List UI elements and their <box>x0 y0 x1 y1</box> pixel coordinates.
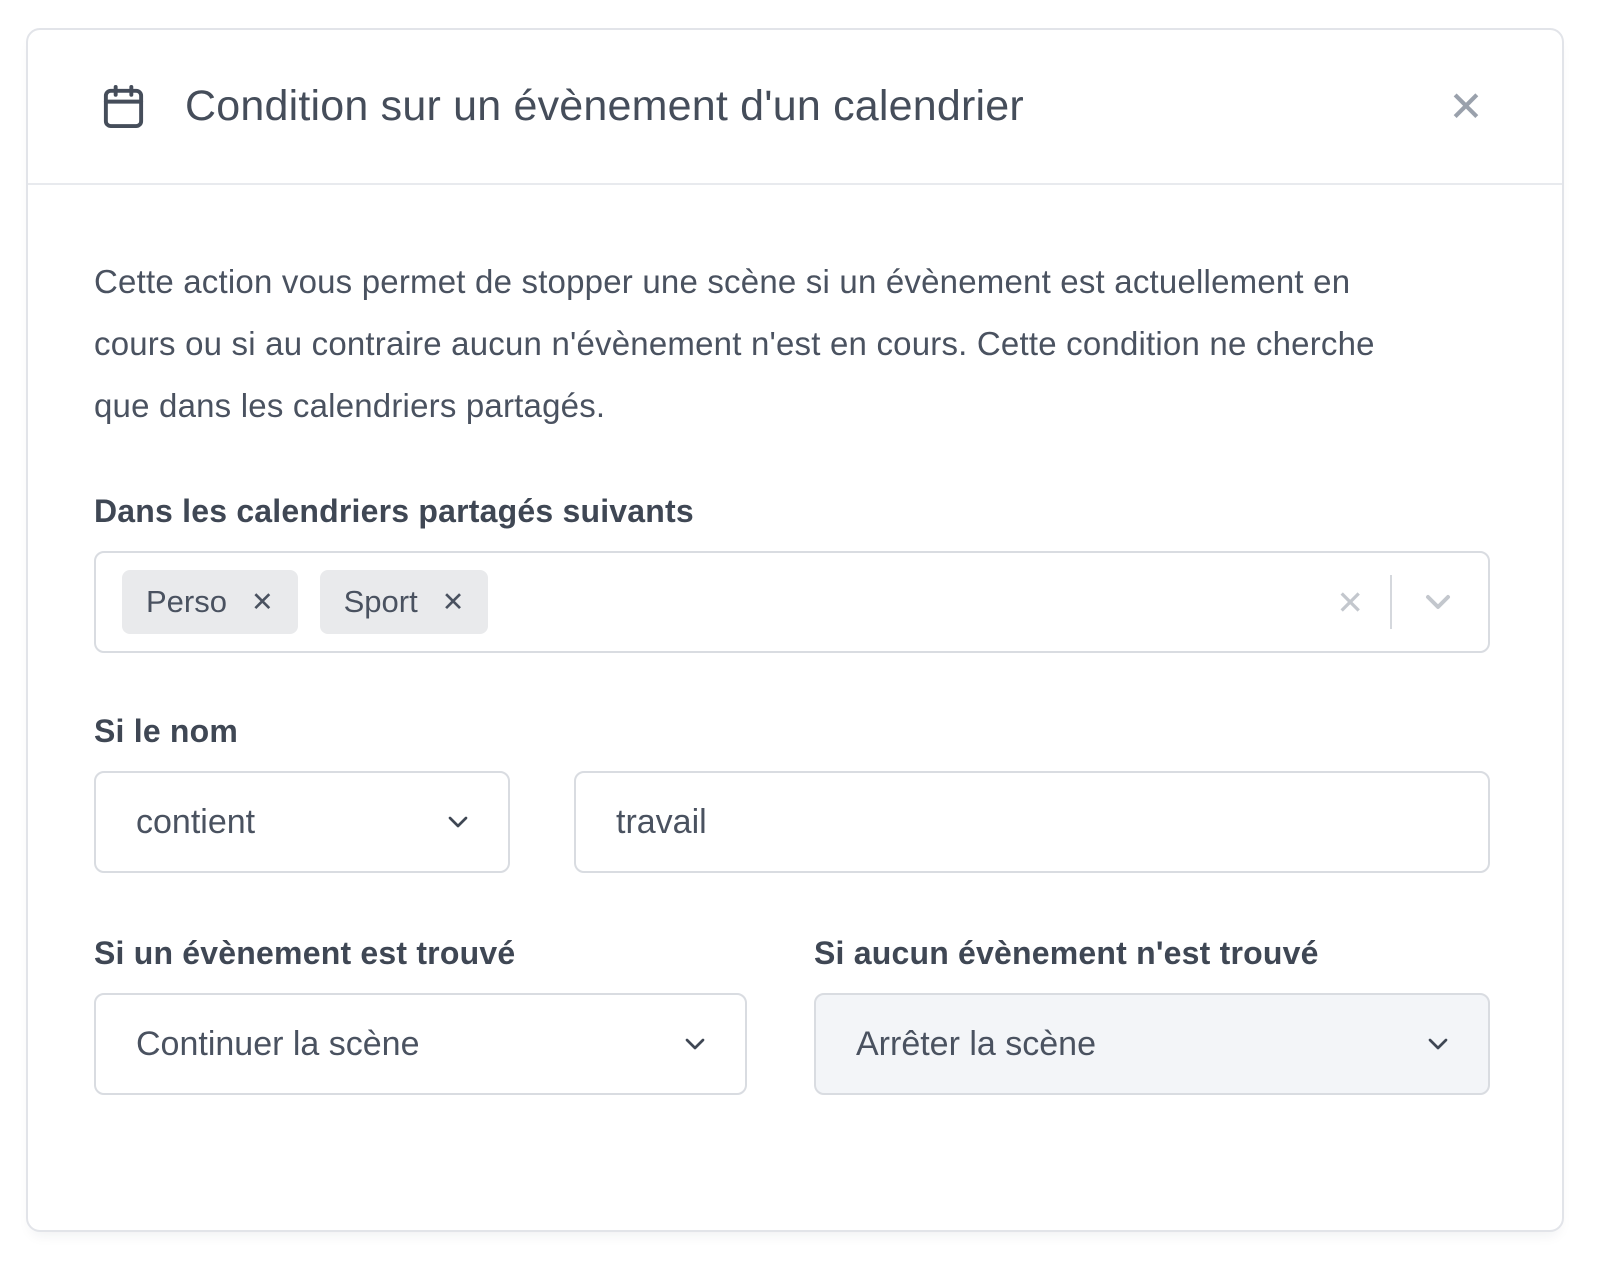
event-found-label: Si un évènement est trouvé <box>94 935 516 971</box>
outcome-selects-row <box>94 993 1490 1095</box>
dialog-header <box>28 30 1562 185</box>
dialog-description: Cette action vous permet de stopper une scène si un évènement est actuellement en cours ou si au contraire aucun n'évènement n'est en cours. Cette condition ne cherche que dans les calendriers partagés. <box>94 263 1375 424</box>
name-filter-field <box>574 771 1490 873</box>
multiselect-controls <box>1336 575 1458 629</box>
dialog-body <box>28 185 1562 1095</box>
no-event-found-label: Si aucun évènement n'est trouvé <box>814 935 1319 971</box>
calendar-tag-label: Sport <box>343 584 418 619</box>
chevron-down-icon[interactable] <box>1418 582 1458 622</box>
chevron-down-icon <box>679 1028 711 1060</box>
chevron-down-icon <box>442 806 474 838</box>
calendar-icon <box>100 83 147 130</box>
selected-calendar-tags <box>122 570 488 634</box>
calendars-field-label: Dans les calendriers partagés suivants <box>94 493 694 529</box>
no-event-found-select[interactable] <box>814 993 1490 1095</box>
name-operator-value: contient <box>136 802 256 841</box>
event-found-value: Continuer la scène <box>136 1024 420 1063</box>
tag-remove-icon[interactable]: ✕ <box>441 586 465 618</box>
calendar-tag-label: Perso <box>146 584 227 619</box>
no-event-found-value: Arrêter la scène <box>856 1024 1096 1063</box>
dialog-title: Condition sur un évènement d'un calendrier <box>185 82 1024 130</box>
tag-remove-icon[interactable]: ✕ <box>250 586 274 618</box>
calendars-multiselect[interactable] <box>94 551 1490 653</box>
name-field-label: Si le nom <box>94 713 239 749</box>
close-icon[interactable]: ✕ <box>1444 85 1488 129</box>
chevron-down-icon <box>1422 1028 1454 1060</box>
multiselect-divider <box>1390 575 1392 629</box>
calendar-tag <box>320 570 489 634</box>
calendar-condition-dialog <box>26 28 1564 1232</box>
clear-icon[interactable]: ✕ <box>1336 582 1364 622</box>
outcome-labels-row <box>94 935 1490 972</box>
name-operator-select[interactable] <box>94 771 510 873</box>
name-filter-input[interactable] <box>616 803 1454 842</box>
name-condition-row <box>94 771 1490 873</box>
calendar-tag <box>122 570 298 634</box>
event-found-select[interactable] <box>94 993 747 1095</box>
